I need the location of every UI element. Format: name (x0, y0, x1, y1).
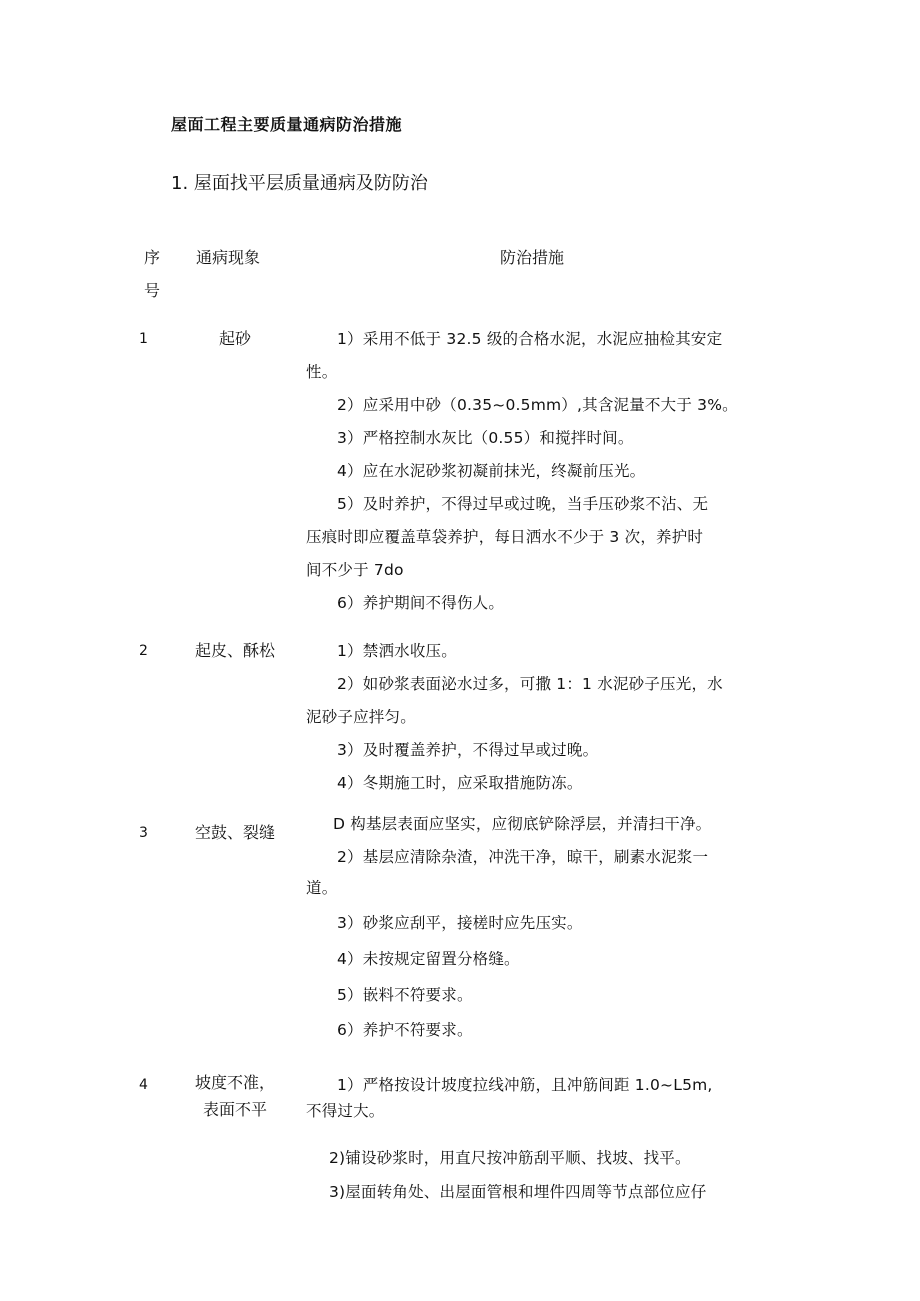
measure-line: 6）养护不符要求。 (337, 1021, 473, 1039)
measure-line: 1）禁洒水收压。 (337, 642, 457, 660)
defect-text-line2: 表面不平 (202, 1100, 267, 1119)
header-seq-line1: 序 (143, 248, 160, 267)
measure-line: 4）冬期施工时，应采取措施防冻。 (337, 774, 583, 792)
measure-line: 不得过大。 (306, 1102, 385, 1120)
measure-line: 1）严格按设计坡度拉线冲筋，且冲筋间距 1.0~L5m, (337, 1076, 713, 1094)
measure-line: 4）未按规定留置分格缝。 (337, 950, 520, 968)
row-number: 3 (139, 825, 148, 841)
measure-line: 2）应采用中砂（0.35~0.5mm）,其含泥量不大于 3%。 (337, 396, 738, 414)
measure-line: 4）应在水泥砂浆初凝前抹光，终凝前压光。 (337, 462, 646, 480)
defect-text: 起皮、酥松 (194, 641, 275, 660)
header-measures: 防治措施 (500, 248, 565, 267)
measure-line: 压痕时即应覆盖草袋养护，每日洒水不少于 3 次，养护时 (306, 528, 704, 546)
measure-line: 3）严格控制水灰比（0.55）和搅拌时间。 (337, 429, 634, 447)
measure-line: 道。 (306, 879, 338, 897)
measure-line: 性。 (306, 363, 338, 381)
section-heading: 1. 屋面找平层质量通病及防防治 (171, 173, 428, 194)
defect-text: 起砂 (218, 329, 251, 348)
measure-line: 1）采用不低于 32.5 级的合格水泥，水泥应抽检其安定 (337, 330, 723, 348)
measure-line: 2)铺设砂浆时，用直尺按冲筋刮平顺、找坡、找平。 (329, 1149, 691, 1167)
measure-line: 5）及时养护，不得过早或过晚，当手压砂浆不沾、无 (337, 495, 709, 513)
document-title: 屋面工程主要质量通病防治措施 (171, 115, 403, 134)
defect-text: 空鼓、裂缝 (194, 823, 275, 842)
header-seq-line2: 号 (143, 281, 160, 300)
measure-line: 2）基层应清除杂渣，冲洗干净，晾干，刷素水泥浆一 (337, 848, 709, 866)
measure-line: 6）养护期间不得伤人。 (337, 594, 505, 612)
header-defect: 通病现象 (196, 248, 261, 267)
measure-line: 3)屋面转角处、出屋面管根和埋件四周等节点部位应仔 (329, 1183, 707, 1201)
measure-line: 泥砂子应拌匀。 (306, 708, 416, 726)
measure-line: 3）砂浆应刮平，接槎时应先压实。 (337, 914, 583, 932)
header-seq (140, 241, 164, 307)
defect-text-line1: 坡度不准， (194, 1073, 275, 1092)
row-number: 1 (139, 331, 148, 347)
measure-line: 5）嵌料不符要求。 (337, 986, 473, 1004)
measure-line: 3）及时覆盖养护，不得过早或过晚。 (337, 741, 599, 759)
row-number: 4 (139, 1077, 148, 1093)
row-number: 2 (139, 643, 148, 659)
measure-line: 2）如砂浆表面泌水过多，可撒 1：1 水泥砂子压光，水 (337, 675, 723, 693)
measure-line: D 构基层表面应坚实，应彻底铲除浮层，并清扫干净。 (333, 815, 712, 833)
measure-line: 间不少于 7do (306, 561, 404, 579)
defect-text (180, 1069, 290, 1123)
